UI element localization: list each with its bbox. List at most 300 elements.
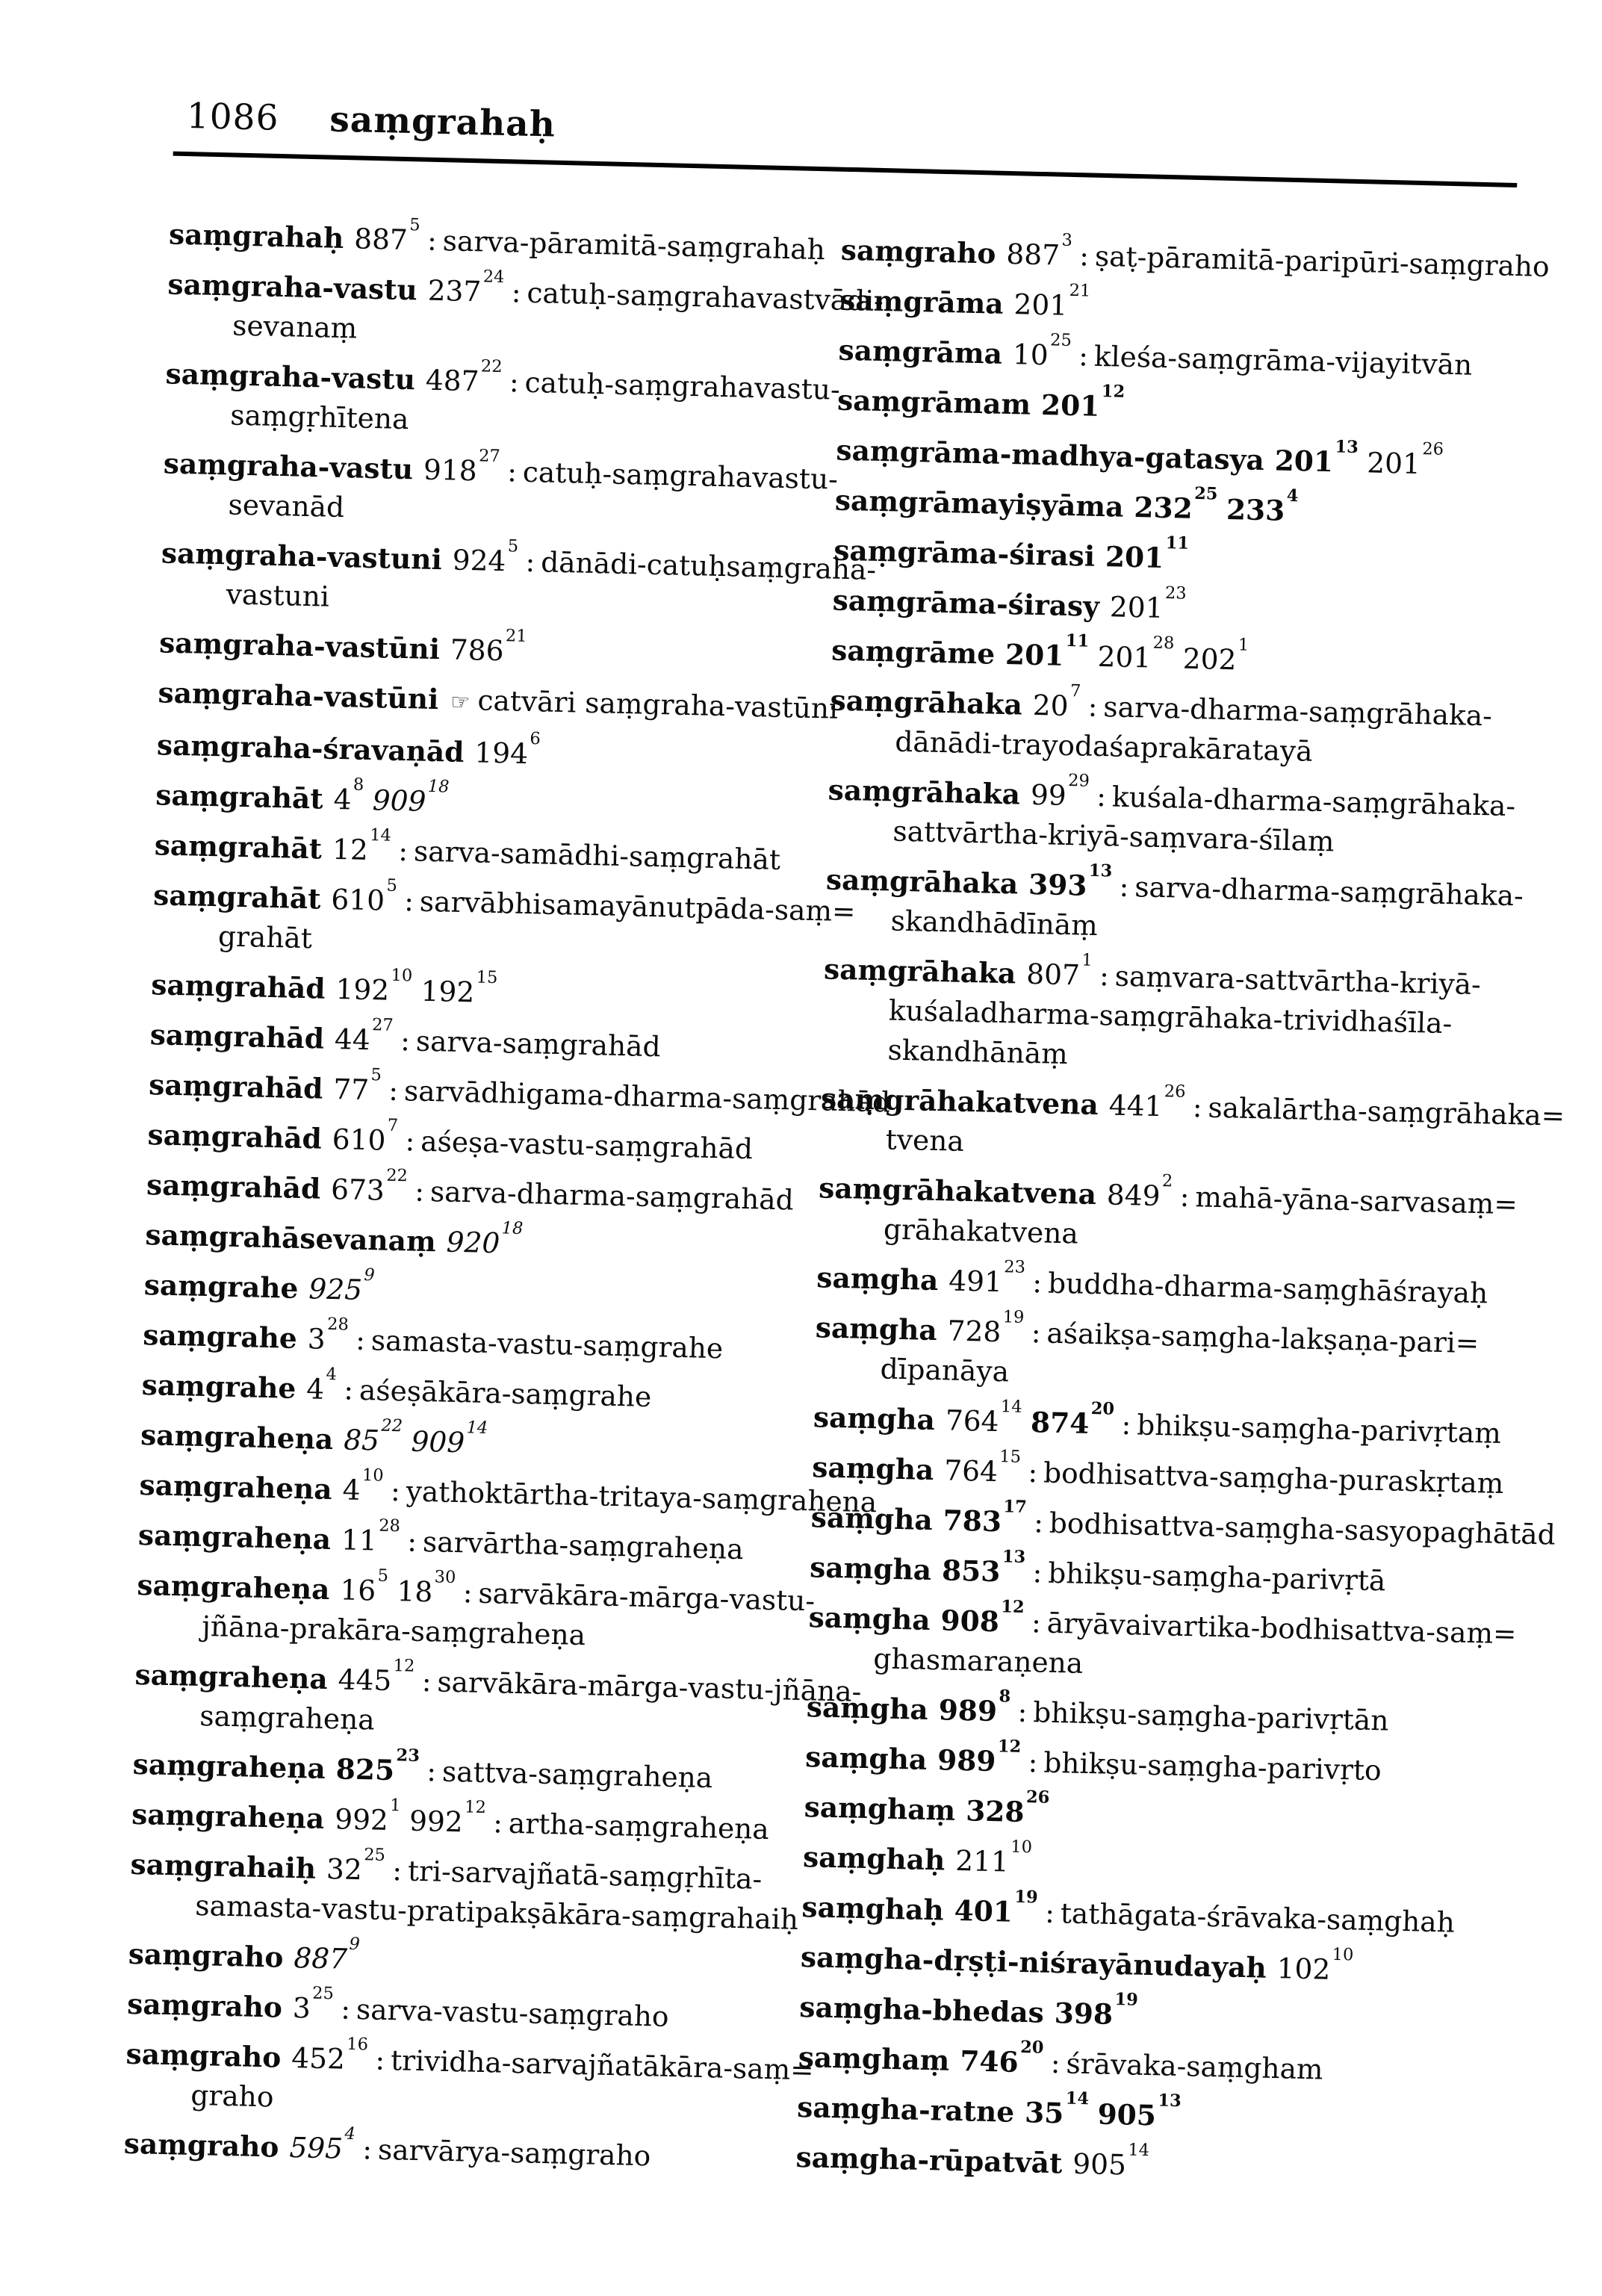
ref-page-number: 202 <box>1182 642 1237 677</box>
entry-first-line <box>839 281 1557 338</box>
entry-headword: saṃgha <box>806 1690 929 1726</box>
column-right <box>795 230 1565 2205</box>
entry-row <box>125 2034 815 2129</box>
entry-headword: saṃgha-bhedas <box>798 1991 1045 2029</box>
entry-row <box>814 1308 1533 1404</box>
entry-gloss: catuḥ-saṃgrahavastu- <box>524 365 841 406</box>
page-number: 1086 <box>186 96 280 139</box>
entry-gloss: sarvādhigama-dharma-saṃgrahād <box>403 1074 891 1119</box>
entry-headword: saṃgrahaiḥ <box>130 1847 317 1885</box>
entry-headword: saṃgraha-vastūni <box>158 676 439 716</box>
ref-line-superscript: 13 <box>1088 860 1113 881</box>
entry-headword: saṃgrāma-madhya-gatasya <box>836 433 1265 477</box>
entry-gloss: aśeṣākāra-saṃgrahe <box>358 1373 652 1414</box>
entry-headword: saṃgraheṇa <box>140 1418 334 1456</box>
entry-headword: saṃgraheṇa <box>139 1468 333 1507</box>
entry-first-line <box>169 214 845 270</box>
entry-row <box>800 1937 1518 1994</box>
ref-line-superscript: 10 <box>391 965 413 986</box>
ref-line-superscript: 9 <box>349 1934 361 1955</box>
ref-page-number: 610 <box>330 882 385 917</box>
entry-row <box>146 1165 823 1220</box>
ref-page-number: 849 <box>1106 1178 1161 1213</box>
entry-first-line <box>799 1988 1517 2044</box>
entry-row <box>810 1497 1556 1554</box>
entry-row <box>839 281 1557 338</box>
entry-first-line <box>131 1795 808 1850</box>
entry-row <box>156 725 833 781</box>
gloss-separator-colon: : <box>1031 1606 1042 1639</box>
entry-row <box>816 1258 1534 1315</box>
entry-ref <box>341 1515 401 1557</box>
entry-first-line <box>127 1985 804 2040</box>
entry-first-line <box>148 1065 891 1120</box>
entry-headword: saṃgha <box>810 1501 934 1537</box>
entry-row <box>799 1988 1517 2044</box>
entry-ref <box>1054 1990 1139 2032</box>
entry-first-line <box>132 1745 809 1800</box>
entry-first-line <box>810 1548 1527 1604</box>
gloss-separator-colon: : <box>426 223 438 257</box>
entry-first-line <box>137 1515 814 1571</box>
ref-line-superscript: 5 <box>507 536 519 556</box>
entry-headword: saṃgrāmayiṣyāma <box>834 483 1124 524</box>
ref-page-number: 728 <box>947 1314 1002 1349</box>
ref-line-superscript: 13 <box>1158 2091 1182 2112</box>
ref-line-superscript: 5 <box>386 875 398 896</box>
entry-headword: saṃgrāhaka <box>823 952 1016 990</box>
gloss-separator-colon: : <box>1078 239 1090 273</box>
entry-ref <box>411 1418 488 1459</box>
entry-ref <box>291 2034 369 2076</box>
gloss-separator-colon: : <box>426 1754 437 1788</box>
entry-headword: saṃgrāma-śirasy <box>832 583 1100 623</box>
ref-line-superscript: 16 <box>347 2034 369 2055</box>
entry-gloss: sarvākāra-mārga-vastu- <box>477 1576 816 1618</box>
entry-continuation-line: tvena <box>885 1123 965 1158</box>
entry-ref <box>1133 484 1218 526</box>
gloss-separator-colon: : <box>1028 1746 1038 1779</box>
ref-page-number: 764 <box>945 1403 999 1439</box>
entry-headword: saṃgha <box>808 1601 931 1637</box>
ref-page-number: 764 <box>943 1453 999 1489</box>
entry-headword: saṃgha <box>815 1311 938 1347</box>
ref-line-superscript: 22 <box>385 1165 409 1186</box>
entry-row <box>129 1845 807 1940</box>
entry-continuation-line: dīpanāya <box>880 1352 1010 1389</box>
entry-continuation-line: ghasmaraṇena <box>872 1642 1084 1680</box>
ref-page-number: 233 <box>1226 492 1285 527</box>
entry-headword: saṃgha <box>816 1261 939 1297</box>
ref-line-superscript: 23 <box>396 1746 420 1766</box>
entry-first-line <box>812 1448 1530 1504</box>
ref-line-superscript: 20 <box>1019 2038 1044 2058</box>
entry-ref <box>1182 635 1249 677</box>
entry-headword: saṃgrāmam <box>836 383 1031 421</box>
entry-headword: saṃgraha-śravaṇād <box>156 728 465 769</box>
entry-headword: saṃgrāme <box>831 633 996 671</box>
entry-headword: saṃgrahāt <box>154 828 323 866</box>
ref-line-superscript: 26 <box>1422 439 1444 459</box>
ref-line-superscript: 23 <box>1164 583 1187 604</box>
entry-gloss: bhikṣu-saṃgha-parivṛto <box>1043 1746 1382 1787</box>
entry-first-line <box>156 725 833 781</box>
ref-line-superscript: 12 <box>393 1656 415 1676</box>
entry-row <box>145 1215 822 1270</box>
gloss-separator-colon: : <box>343 1373 354 1406</box>
entry-row <box>128 1934 804 1990</box>
ref-line-superscript: 3 <box>1061 230 1073 251</box>
entry-first-line <box>816 1258 1534 1315</box>
ref-page-number: 909 <box>372 784 426 818</box>
entry-gloss: bodhisattva-saṃgha-puraskṛtaṃ <box>1043 1456 1504 1501</box>
ref-page-number: 989 <box>938 1693 998 1728</box>
entry-headword: saṃgrahād <box>148 1068 323 1105</box>
ref-page-number: 4 <box>305 1372 325 1406</box>
entry-gloss: sarva-dharma-saṃgrāhaka- <box>1134 870 1524 913</box>
ref-page-number: 445 <box>338 1663 392 1698</box>
ref-page-number: 10 <box>1012 338 1049 372</box>
entry-ref <box>333 775 364 816</box>
entry-ref <box>420 967 498 1009</box>
ref-line-superscript: 18 <box>501 1218 524 1239</box>
entry-gloss: tathāgata-śrāvaka-saṃghaḥ <box>1060 1896 1456 1939</box>
entry-ref <box>937 1737 1022 1778</box>
ref-page-number: 44 <box>334 1023 371 1057</box>
ref-line-superscript: 14 <box>1128 2140 1150 2161</box>
entry-first-line <box>800 1937 1518 1994</box>
entry-first-line <box>146 1165 823 1220</box>
entry-first-line <box>145 1215 822 1270</box>
ref-line-superscript: 12 <box>464 1797 487 1818</box>
entry-ref <box>1030 771 1090 813</box>
ref-page-number: 85 <box>343 1423 380 1457</box>
ref-line-superscript: 26 <box>1164 1082 1186 1102</box>
gloss-separator-colon: : <box>1032 1556 1043 1589</box>
entry-continuation-line: vastuni <box>226 577 330 613</box>
ref-line-superscript: 14 <box>1000 1397 1022 1417</box>
entry-row <box>160 533 877 628</box>
entry-headword: saṃgraha-vastuni <box>161 536 443 577</box>
running-headword: saṃgrahaḥ <box>329 99 556 146</box>
ref-line-superscript: 1 <box>1238 635 1249 655</box>
entry-headword: saṃgraheṇa <box>134 1657 329 1696</box>
entry-headword: saṃgraha-vastu <box>163 447 414 486</box>
entry-ref <box>1024 2088 1090 2130</box>
entry-headword: saṃgrāhaka <box>825 863 1019 901</box>
entry-first-line <box>143 1315 819 1371</box>
entry-row <box>140 1415 817 1471</box>
entry-first-line <box>804 1787 1521 1844</box>
entry-first-line <box>159 623 836 678</box>
ref-page-number: 887 <box>293 1941 348 1976</box>
entry-row <box>169 214 845 270</box>
entry-headword: saṃgrahād <box>147 1118 323 1155</box>
ref-page-number: 610 <box>332 1122 386 1157</box>
ref-line-superscript: 5 <box>377 1566 389 1586</box>
entry-ref <box>339 1566 389 1607</box>
entry-ref <box>372 776 450 818</box>
ref-line-superscript: 10 <box>1332 1944 1354 1965</box>
entry-ref <box>307 1315 350 1356</box>
ref-page-number: 194 <box>474 736 529 770</box>
ref-page-number: 232 <box>1133 491 1193 525</box>
entry-headword: saṃgha-dṛṣṭi-niśrayānudayaḥ <box>800 1940 1267 1985</box>
ref-line-superscript: 24 <box>482 267 505 288</box>
entry-headword: saṃgrahāt <box>152 878 321 916</box>
entry-headword: saṃgha <box>804 1740 928 1776</box>
ref-page-number: 393 <box>1028 867 1087 902</box>
ref-page-number: 99 <box>1030 778 1067 812</box>
entry-ref <box>332 1065 382 1107</box>
ref-page-number: 11 <box>341 1523 378 1557</box>
ref-page-number: 328 <box>965 1794 1025 1829</box>
entry-continuation-line: saṃgṛhītena <box>229 398 409 436</box>
gloss-separator-colon: : <box>388 1073 399 1108</box>
entry-ref <box>425 356 503 398</box>
entry-row <box>152 875 856 970</box>
gloss-separator-colon: : <box>511 276 522 309</box>
entry-ref <box>334 1015 394 1057</box>
entry-headword: saṃgrāhaka <box>830 683 1023 722</box>
ref-line-superscript: 4 <box>344 2123 356 2144</box>
ref-line-superscript: 9 <box>364 1265 376 1285</box>
ref-line-superscript: 7 <box>1069 681 1081 701</box>
entry-continuation-line: saṃgraheṇa <box>199 1699 376 1737</box>
entry-gloss: samasta-vastu-saṃgrahe <box>370 1324 724 1365</box>
ref-line-superscript: 1 <box>389 1796 401 1816</box>
entry-headword: saṃgrāhakatvena <box>820 1082 1099 1122</box>
entry-gloss: sarva-saṃgrahād <box>415 1024 662 1064</box>
ref-line-superscript: 25 <box>363 1845 386 1866</box>
ref-page-number: 398 <box>1054 1996 1114 2031</box>
ref-line-superscript: 8 <box>353 775 364 795</box>
entry-gloss: bhikṣu-saṃgha-parivṛtā <box>1047 1556 1386 1598</box>
gloss-separator-colon: : <box>397 834 409 868</box>
entry-headword: saṃgrahe <box>142 1318 298 1355</box>
entry-ref <box>335 1746 420 1787</box>
ref-line-superscript: 30 <box>434 1567 456 1588</box>
entry-row <box>131 1795 808 1850</box>
ref-page-number: 401 <box>954 1893 1013 1929</box>
entry-headword: saṃgrahe <box>141 1368 297 1405</box>
entry-gloss: sarvābhisamayānutpāda-saṃ= <box>419 884 856 928</box>
entry-row <box>151 965 828 1020</box>
entry-ref <box>954 1837 1033 1878</box>
entry-gloss: buddha-dharma-saṃghāśrayaḥ <box>1047 1266 1488 1310</box>
entry-row <box>159 623 836 678</box>
entry-first-line <box>806 1687 1524 1744</box>
ref-page-number: 989 <box>937 1743 996 1778</box>
ref-page-number: 905 <box>1072 2147 1127 2182</box>
entry-row <box>819 1079 1565 1175</box>
entry-row <box>162 444 839 539</box>
gloss-separator-colon: : <box>1087 689 1099 723</box>
ref-line-superscript: 12 <box>997 1737 1022 1757</box>
entry-headword: saṃgrāhakatvena <box>818 1171 1097 1211</box>
entry-headword: saṃgraheṇa <box>131 1797 325 1835</box>
entry-continuation-line: kuśaladharma-saṃgrāhaka-trividhaśīla- <box>888 993 1453 1040</box>
entry-ref <box>1012 330 1072 372</box>
ref-page-number: 746 <box>959 2044 1019 2079</box>
ref-page-number: 920 <box>446 1225 500 1260</box>
entry-first-line <box>833 531 1551 588</box>
entry-ref <box>335 965 413 1007</box>
ref-line-superscript: 2 <box>1161 1171 1173 1191</box>
entry-headword: saṃgraha-vastūni <box>158 626 441 666</box>
entry-ref <box>954 1887 1039 1929</box>
entry-row <box>812 1448 1530 1504</box>
ref-line-superscript: 22 <box>480 356 503 377</box>
entry-first-line <box>805 1737 1523 1794</box>
entry-continuation-line: grahāt <box>217 919 313 955</box>
entry-row <box>155 775 832 831</box>
ref-page-number: 237 <box>427 273 482 308</box>
ref-line-superscript: 28 <box>378 1515 401 1536</box>
entry-continuation-line: skandhānāṃ <box>887 1033 1069 1071</box>
entry-ref <box>305 1364 338 1406</box>
entry-first-line <box>158 673 839 730</box>
entry-ref <box>1013 281 1091 322</box>
entry-row <box>810 1548 1527 1604</box>
entry-headword: saṃgraheṇa <box>137 1568 331 1607</box>
entry-row <box>827 770 1545 866</box>
entry-headword: saṃgrahaḥ <box>168 217 344 255</box>
entry-ref <box>1105 533 1190 575</box>
ref-page-number: 908 <box>940 1604 1000 1639</box>
gloss-separator-colon: : <box>1179 1179 1190 1214</box>
entry-ref <box>342 1465 384 1507</box>
entry-ref <box>474 729 541 770</box>
entry-ref <box>1108 1082 1186 1123</box>
gloss-separator-colon: : <box>391 1854 403 1887</box>
ref-line-superscript: 4 <box>1286 485 1299 506</box>
entry-gloss: catuḥ-saṃgrahavastu- <box>522 455 839 496</box>
ref-page-number: 918 <box>423 453 478 488</box>
entry-row <box>797 2088 1515 2144</box>
entry-headword: saṃgrahāsevanaṃ <box>145 1218 437 1259</box>
entry-first-line <box>813 1397 1530 1454</box>
entry-ref <box>959 2038 1044 2079</box>
ref-page-number: 452 <box>291 2041 346 2076</box>
entry-headword: saṃgha-rūpatvāt <box>795 2140 1063 2180</box>
entry-ref <box>1072 2140 1150 2182</box>
entry-gloss: sarva-dharma-saṃgrahād <box>429 1175 795 1217</box>
entry-headword: saṃgraho <box>125 2037 282 2074</box>
entry-first-line <box>798 2038 1515 2094</box>
gloss-separator-colon: : <box>1050 2046 1061 2080</box>
ref-line-superscript: 13 <box>1335 437 1359 458</box>
entry-ref <box>1005 230 1073 272</box>
ref-line-superscript: 8 <box>999 1687 1011 1707</box>
entry-ref <box>423 446 501 488</box>
entry-ref <box>308 1265 376 1306</box>
entry-first-line <box>840 231 1558 288</box>
ref-page-number: 201 <box>1097 639 1152 674</box>
entry-row <box>149 1015 826 1070</box>
entry-gloss: sarva-dharma-saṃgrāhaka- <box>1102 690 1493 733</box>
entry-first-line <box>837 381 1555 438</box>
entry-first-line <box>140 1415 817 1471</box>
ref-line-superscript: 23 <box>1004 1257 1026 1278</box>
entry-first-line <box>797 2088 1515 2144</box>
entry-headword: saṃgha-ratne <box>796 2091 1015 2129</box>
entry-headword: saṃgraho <box>840 233 997 270</box>
ref-page-number: 887 <box>1005 237 1061 272</box>
entry-headword: saṃgha <box>813 1400 936 1437</box>
entry-headword: saṃgrāma <box>838 333 1003 370</box>
entry-row <box>838 331 1556 388</box>
entry-gloss: kleśa-saṃgrāma-vijayitvān <box>1093 339 1473 382</box>
entry-headword: saṃgrāhaka <box>828 773 1021 811</box>
ref-page-number: 491 <box>948 1264 1003 1299</box>
ref-line-superscript: 21 <box>505 626 527 647</box>
ref-page-number: 441 <box>1108 1088 1163 1123</box>
gloss-separator-colon: : <box>1099 959 1110 993</box>
ref-line-superscript: 20 <box>1090 1399 1115 1419</box>
entry-ref <box>452 536 519 578</box>
gloss-separator-colon: : <box>1027 1456 1038 1489</box>
entry-row <box>817 1168 1536 1265</box>
entry-gloss: tri-sarvajñatā-saṃgṛhīta- <box>407 1854 763 1896</box>
entry-row <box>798 2038 1515 2094</box>
gloss-separator-colon: : <box>1119 869 1129 903</box>
entry-gloss: sarvārtha-saṃgraheṇa <box>422 1524 745 1566</box>
entry-continuation-line: sattvārtha-kriyā-saṃvara-śīlaṃ <box>892 814 1335 858</box>
ref-line-superscript: 27 <box>371 1015 394 1035</box>
pointing-hand-icon: ☞ <box>450 689 471 716</box>
entry-gloss: catvāri saṃgraha-vastūni <box>477 683 839 725</box>
gloss-separator-colon: : <box>405 1124 415 1158</box>
ref-page-number: 192 <box>335 972 390 1007</box>
entry-gloss: catuḥ-saṃgrahavastvādi- <box>527 276 884 318</box>
entry-row <box>806 1687 1524 1744</box>
entry-row <box>137 1515 814 1571</box>
entry-headword: saṃgraha-vastu <box>165 357 416 397</box>
entry-row <box>167 264 884 359</box>
entry-gloss: dānādi-catuḥsaṃgraha- <box>540 545 877 586</box>
entry-row <box>825 860 1543 956</box>
entry-ref <box>332 825 392 867</box>
entry-first-line <box>834 481 1552 538</box>
entry-headword: saṃgraho <box>128 1937 285 1974</box>
entry-gloss: kuśala-dharma-saṃgrāhaka- <box>1111 780 1516 823</box>
entry-gloss: sattva-saṃgraheṇa <box>441 1754 713 1795</box>
entry-ref <box>1028 860 1113 903</box>
entry-gloss: aśeṣa-vastu-saṃgrahād <box>420 1124 754 1166</box>
entry-first-line <box>838 331 1556 388</box>
entry-headword: saṃgrahād <box>149 1018 325 1055</box>
entry-gloss: ṣaṭ-pāramitā-paripūri-saṃgraho <box>1094 239 1550 284</box>
entry-ref <box>326 1845 386 1887</box>
entry-ref <box>353 215 420 257</box>
entry-headword: saṃgha <box>811 1450 934 1487</box>
entry-gloss: bodhisattva-saṃgha-sasyopaghātād <box>1049 1506 1556 1551</box>
entry-first-line <box>810 1497 1556 1554</box>
entry-ref <box>397 1567 456 1609</box>
entry-continuation-line: jñāna-prakāra-saṃgraheṇa <box>201 1610 586 1652</box>
gloss-separator-colon: : <box>403 884 415 918</box>
gloss-separator-colon: : <box>1121 1407 1131 1442</box>
ref-page-number: 992 <box>334 1802 389 1837</box>
gloss-separator-colon: : <box>400 1024 411 1058</box>
ref-line-superscript: 19 <box>1014 1887 1039 1908</box>
entry-row <box>813 1397 1530 1454</box>
entry-row <box>804 1787 1521 1844</box>
ref-page-number: 909 <box>411 1424 465 1459</box>
gloss-separator-colon: : <box>1033 1506 1044 1539</box>
entry-gloss: mahā-yāna-sarvasaṃ= <box>1194 1180 1518 1221</box>
